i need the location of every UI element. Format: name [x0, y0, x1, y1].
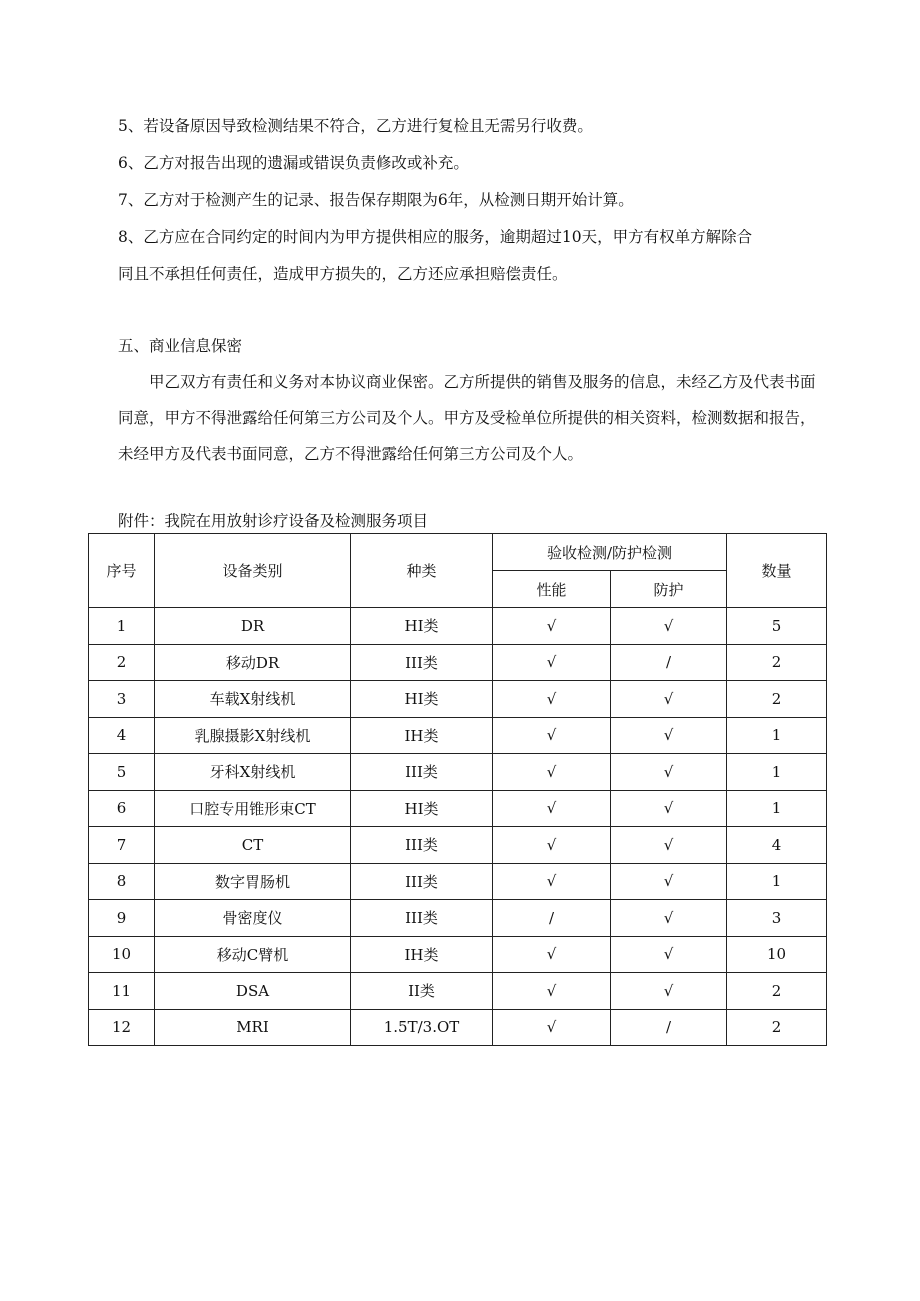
cell-protection: √ — [611, 973, 727, 1010]
cell-quantity: 2 — [727, 973, 827, 1010]
header-performance: 性能 — [493, 571, 611, 608]
table-row — [89, 827, 827, 864]
cell-protection: / — [611, 1009, 727, 1046]
cell-protection: √ — [611, 790, 727, 827]
cell-performance: √ — [493, 644, 611, 681]
cell-protection: √ — [611, 681, 727, 718]
cell-category: DSA — [155, 973, 351, 1010]
cell-performance: √ — [493, 681, 611, 718]
cell-type: II类 — [351, 973, 493, 1010]
clause-6: 6、乙方对报告出现的遗漏或错误负责修改或补充。 — [118, 154, 469, 172]
cell-seq: 3 — [89, 681, 155, 718]
cell-seq: 7 — [89, 827, 155, 864]
table-row — [89, 973, 827, 1010]
cell-performance: √ — [493, 973, 611, 1010]
cell-protection: √ — [611, 717, 727, 754]
cell-quantity: 4 — [727, 827, 827, 864]
table-row — [89, 754, 827, 791]
cell-performance: √ — [493, 1009, 611, 1046]
cell-type: III类 — [351, 827, 493, 864]
cell-quantity: 10 — [727, 936, 827, 973]
cell-protection: √ — [611, 863, 727, 900]
cell-protection: √ — [611, 936, 727, 973]
cell-category: 口腔专用锥形束CT — [155, 790, 351, 827]
cell-performance: √ — [493, 936, 611, 973]
cell-seq: 12 — [89, 1009, 155, 1046]
equipment-table — [88, 533, 827, 1046]
cell-type: HI类 — [351, 608, 493, 645]
cell-category: 车载X射线机 — [155, 681, 351, 718]
cell-type: HI类 — [351, 681, 493, 718]
table-row — [89, 863, 827, 900]
table-row — [89, 1009, 827, 1046]
cell-protection: √ — [611, 900, 727, 937]
cell-type: III类 — [351, 644, 493, 681]
cell-category: 牙科X射线机 — [155, 754, 351, 791]
cell-type: III类 — [351, 754, 493, 791]
cell-category: 数字胃肠机 — [155, 863, 351, 900]
cell-quantity: 2 — [727, 1009, 827, 1046]
table-row — [89, 681, 827, 718]
table-row — [89, 936, 827, 973]
header-category: 设备类别 — [155, 534, 351, 608]
header-quantity: 数量 — [727, 534, 827, 608]
section-body: 甲乙双方有责任和义务对本协议商业保密。乙方所提供的销售及服务的信息，未经乙方及代表书面同意，甲方不得泄露给任何第三方公司及个人。甲方及受检单位所提供的相关资料，检测数据和报告，未经甲方及代表书面同意，乙方不得泄露给任何第三方公司及个人。 — [118, 373, 816, 463]
cell-type: 1.5T/3.OT — [351, 1009, 493, 1046]
table-header-row — [89, 534, 827, 571]
cell-category: 乳腺摄影X射线机 — [155, 717, 351, 754]
cell-performance: √ — [493, 790, 611, 827]
cell-category: MRI — [155, 1009, 351, 1046]
cell-seq: 5 — [89, 754, 155, 791]
table-row — [89, 900, 827, 937]
cell-quantity: 5 — [727, 608, 827, 645]
cell-type: HI类 — [351, 790, 493, 827]
cell-quantity: 1 — [727, 863, 827, 900]
header-inspection: 验收检测/防护检测 — [493, 534, 727, 571]
attachment-title: 附件：我院在用放射诊疗设备及检测服务项目 — [118, 512, 429, 530]
header-type: 种类 — [351, 534, 493, 608]
header-seq: 序号 — [89, 534, 155, 608]
cell-type: III类 — [351, 900, 493, 937]
cell-performance: √ — [493, 717, 611, 754]
cell-category: 移动DR — [155, 644, 351, 681]
cell-seq: 9 — [89, 900, 155, 937]
cell-category: DR — [155, 608, 351, 645]
cell-seq: 6 — [89, 790, 155, 827]
cell-category: 骨密度仪 — [155, 900, 351, 937]
table-row — [89, 644, 827, 681]
cell-quantity: 1 — [727, 717, 827, 754]
cell-quantity: 2 — [727, 644, 827, 681]
cell-protection: √ — [611, 754, 727, 791]
cell-type: IH类 — [351, 936, 493, 973]
cell-quantity: 1 — [727, 790, 827, 827]
clause-8-line-1: 8、乙方应在合同约定的时间内为甲方提供相应的服务，逾期超过10天，甲方有权单方解除合 — [118, 228, 753, 246]
cell-quantity: 1 — [727, 754, 827, 791]
cell-type: IH类 — [351, 717, 493, 754]
cell-performance: / — [493, 900, 611, 937]
cell-seq: 10 — [89, 936, 155, 973]
section-heading: 五、商业信息保密 — [118, 337, 243, 355]
cell-performance: √ — [493, 863, 611, 900]
table-row — [89, 608, 827, 645]
cell-quantity: 3 — [727, 900, 827, 937]
cell-category: CT — [155, 827, 351, 864]
cell-performance: √ — [493, 608, 611, 645]
clause-5: 5、若设备原因导致检测结果不符合，乙方进行复检且无需另行收费。 — [118, 117, 593, 135]
clause-8-line-2: 同且不承担任何责任，造成甲方损失的，乙方还应承担赔偿责任。 — [118, 265, 568, 283]
table-row — [89, 790, 827, 827]
cell-seq: 8 — [89, 863, 155, 900]
cell-seq: 2 — [89, 644, 155, 681]
cell-performance: √ — [493, 827, 611, 864]
header-protection: 防护 — [611, 571, 727, 608]
table-row — [89, 717, 827, 754]
cell-quantity: 2 — [727, 681, 827, 718]
cell-seq: 4 — [89, 717, 155, 754]
cell-protection: √ — [611, 827, 727, 864]
cell-seq: 11 — [89, 973, 155, 1010]
cell-performance: √ — [493, 754, 611, 791]
clause-7: 7、乙方对于检测产生的记录、报告保存期限为6年，从检测日期开始计算。 — [118, 191, 634, 209]
cell-category: 移动C臂机 — [155, 936, 351, 973]
cell-protection: √ — [611, 608, 727, 645]
cell-protection: / — [611, 644, 727, 681]
cell-seq: 1 — [89, 608, 155, 645]
cell-type: III类 — [351, 863, 493, 900]
